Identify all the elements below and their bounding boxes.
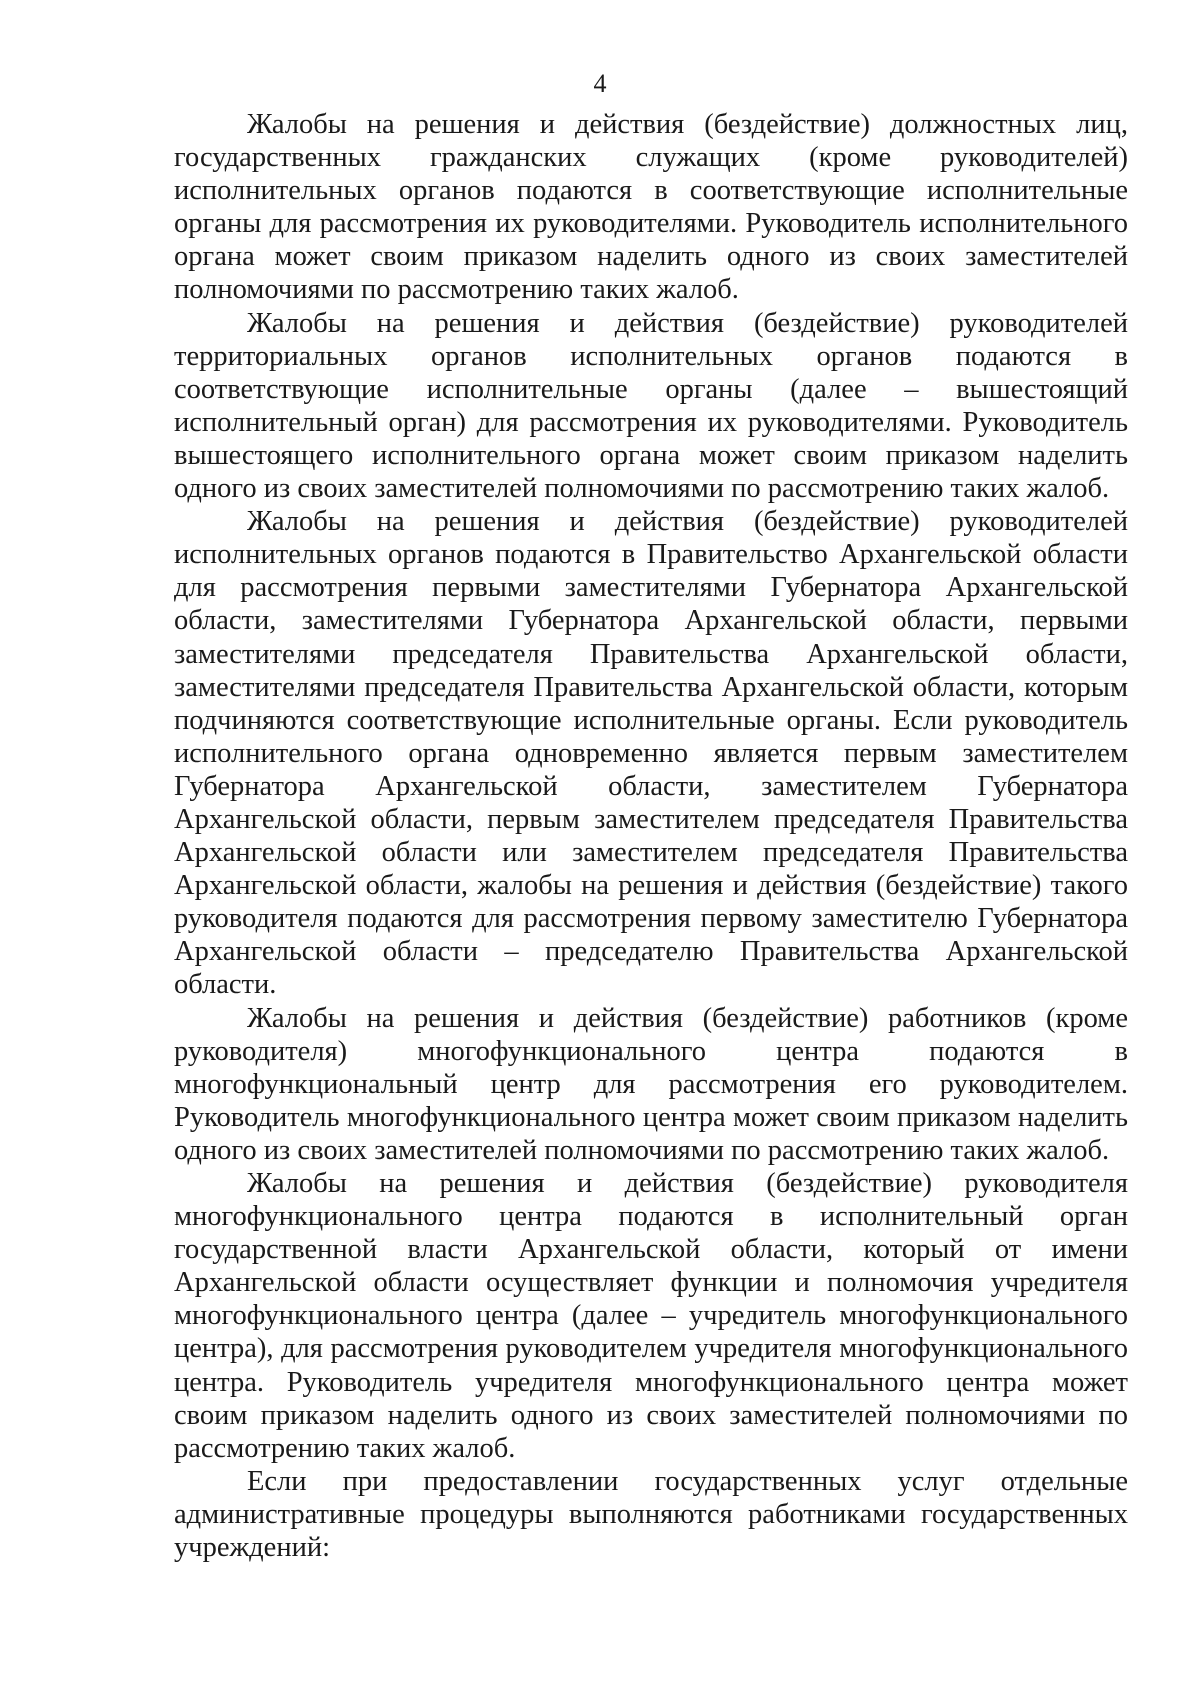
paragraph-state-institutions: Если при предоставлении государственных услуг отдельные административные процедуры выполняются работниками государственных учреждений: xyxy=(174,1465,1128,1564)
paragraph-complaints-mfc-head: Жалобы на решения и действия (бездействие) руководителя многофункционального центра подаются в исполнительный орган государственной власти Архангельской области, который от имени Архангельской области осуществляет функции и полномочия учредителя многофункционального центра (далее – учредитель многофункционального центра), для рассмотрения руководителем учредителя многофункционального центра. Руководитель учредителя многофункционального центра может своим приказом наделить одного из своих заместителей полномочиями по рассмотрению таких жалоб. xyxy=(174,1168,1128,1464)
paragraph-complaints-territorial-heads: Жалобы на решения и действия (бездействие) руководителей территориальных органов исполнительных органов подаются в соответствующие исполнительные органы (далее – вышестоящий исполнительный орган) для рассмотрения их руководителями. Руководитель вышестоящего исполнительного органа может своим приказом наделить одного из своих заместителей полномочиями по рассмотрению таких жалоб. xyxy=(174,307,1128,505)
paragraph-complaints-officials: Жалобы на решения и действия (бездействие) должностных лиц, государственных гражданских служащих (кроме руководителей) исполнительных органов подаются в соответствующие исполнительные органы для рассмотрения их руководителями. Руководитель исполнительного органа может своим приказом наделить одного из своих заместителей полномочиями по рассмотрению таких жалоб. xyxy=(174,109,1128,306)
paragraph-complaints-mfc-workers: Жалобы на решения и действия (бездействие) работников (кроме руководителя) многофункционального центра подаются в многофункциональный центр для рассмотрения его руководителем. Руководитель многофункционального центра может своим приказом наделить одного из своих заместителей полномочиями по рассмотрению таких жалоб. xyxy=(174,1002,1128,1166)
document-body xyxy=(174,108,1128,1564)
page-number: 4 xyxy=(593,69,607,98)
paragraph-complaints-executive-heads: Жалобы на решения и действия (бездействие) руководителей исполнительных органов подаются в Правительство Архангельской области для рассмотрения первыми заместителями Губернатора Архангельской области, заместителями Губернатора Архангельской области, первыми заместителями председателя Правительства Архангельской области, заместителями председателя Правительства Архангельской области, которым подчиняются соответствующие исполнительные органы. Если руководитель исполнительного органа одновременно является первым заместителем Губернатора Архангельской области, заместителем Губернатора Архангельской области, первым заместителем председателя Правительства Архангельской области или заместителем председателя Правительства Архангельской области, жалобы на решения и действия (бездействие) такого руководителя подаются для рассмотрения первому заместителю Губернатора Архангельской области – председателю Правительства Архангельской области. xyxy=(174,506,1128,1001)
